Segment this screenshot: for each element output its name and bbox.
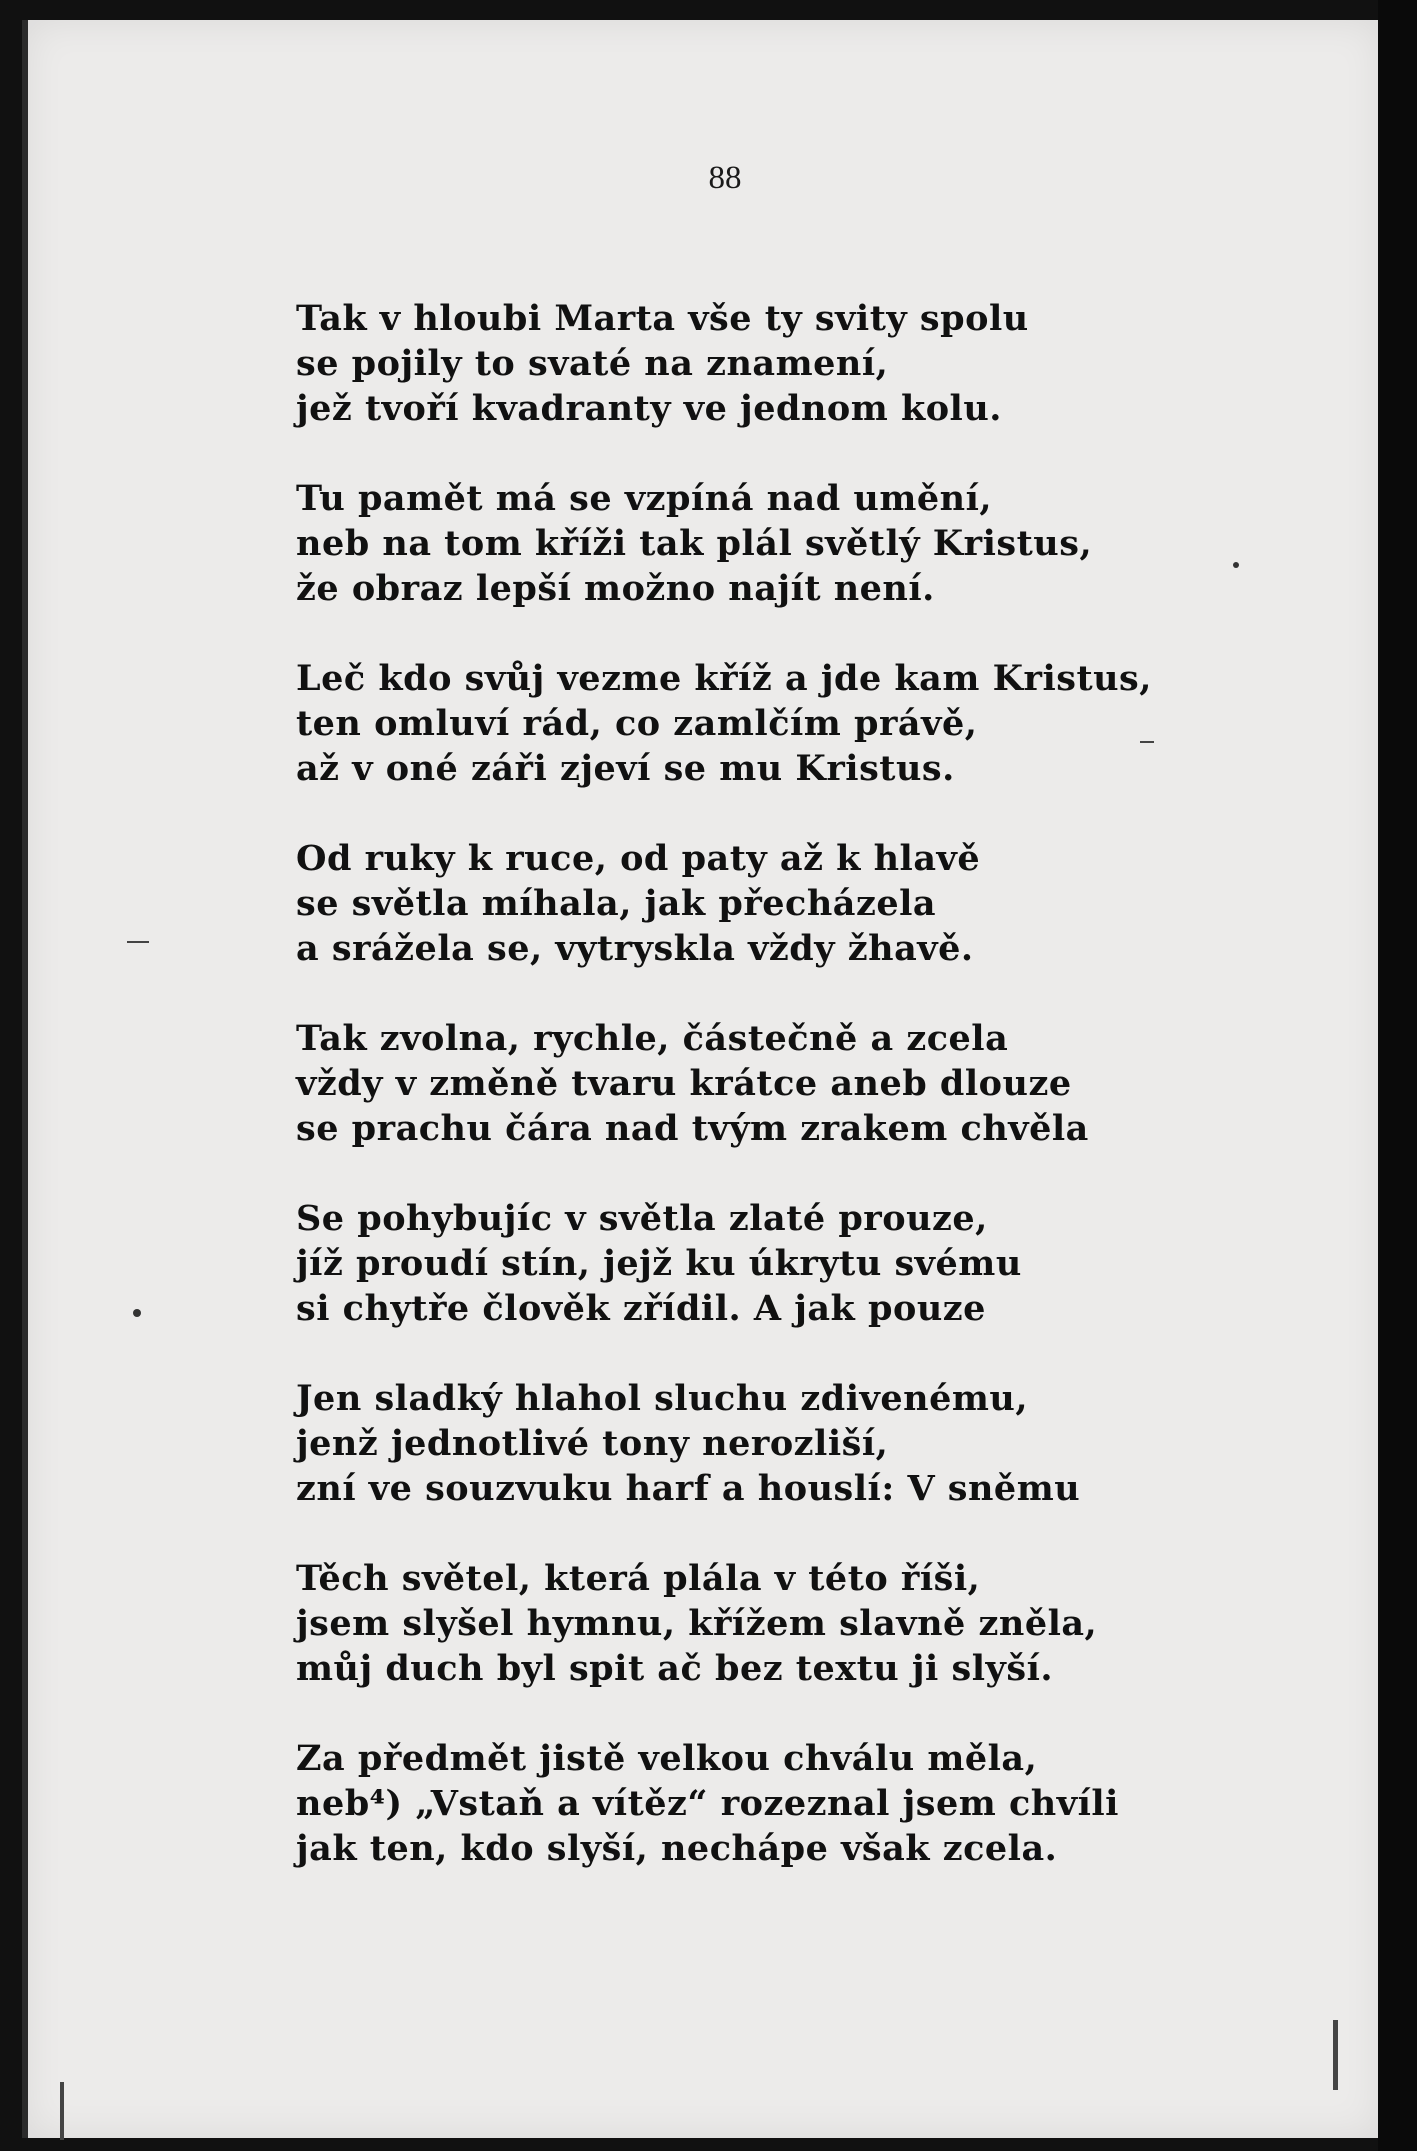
- verse-line: Od ruky k ruce, od paty až k hlavě: [296, 838, 981, 879]
- stanza: [296, 296, 1366, 431]
- stanza: [296, 1016, 1366, 1151]
- verse-line: jež tvoří kvadranty ve jednom kolu.: [296, 388, 1002, 429]
- verse-line: Těch světel, která plála v této říši,: [296, 1558, 981, 1599]
- verse-line: se světla míhala, jak přecházela: [296, 883, 937, 924]
- verse-line: neb na tom kříži tak plál světlý Kristus,: [296, 523, 1093, 564]
- verse-line: si chytře člověk zřídil. A jak pouze: [296, 1288, 986, 1329]
- verse-line: jsem slyšel hymnu, křížem slavně zněla,: [296, 1603, 1098, 1644]
- verse-line: jenž jednotlivé tony nerozliší,: [296, 1423, 889, 1464]
- stanza: [296, 1376, 1366, 1511]
- verse-line: Za předmět jistě velkou chválu měla,: [296, 1738, 1038, 1779]
- verse-line: zní ve souzvuku harf a houslí: V sněmu: [296, 1468, 1081, 1509]
- verse-line: jak ten, kdo slyší, nechápe však zcela.: [296, 1828, 1058, 1869]
- verse-line: neb⁴) „Vstaň a vítěz“ rozeznal jsem chvíli: [296, 1783, 1119, 1824]
- stanza: [296, 1556, 1366, 1691]
- stanza: [296, 656, 1366, 791]
- verse-line: se pojily to svaté na znamení,: [296, 343, 889, 384]
- verse-line: Tu pamět má se vzpíná nad umění,: [296, 478, 993, 519]
- ink-mark: [127, 941, 149, 943]
- verse-line: můj duch byl spit ač bez textu ji slyší.: [296, 1648, 1054, 1689]
- stanza: [296, 1736, 1366, 1871]
- verse-line: Leč kdo svůj vezme kříž a jde kam Kristus,: [296, 658, 1152, 699]
- ink-speck: [133, 1309, 141, 1317]
- stanza: [296, 476, 1366, 611]
- verse-line: Tak v hloubi Marta vše ty svity spolu: [296, 298, 1029, 339]
- verse-line: jíž proudí stín, jejž ku úkrytu svému: [296, 1243, 1022, 1284]
- verse-line: že obraz lepší možno najít není.: [296, 568, 935, 609]
- verse-line: Jen sladký hlahol sluchu zdivenému,: [296, 1378, 1029, 1419]
- ink-mark: [1333, 2020, 1338, 2090]
- page-right-edge: [1378, 0, 1417, 2151]
- verse-line: až v oné záři zjeví se mu Kristus.: [296, 748, 955, 789]
- stanza: [296, 836, 1366, 971]
- ink-mark: [60, 2082, 64, 2140]
- page-number: 88: [708, 160, 742, 196]
- verse-line: vždy v změně tvaru krátce aneb dlouze: [296, 1063, 1072, 1104]
- poem-text: [296, 296, 1366, 1916]
- verse-line: ten omluví rád, co zamlčím právě,: [296, 703, 978, 744]
- verse-line: Tak zvolna, rychle, částečně a zcela: [296, 1018, 1009, 1059]
- stanza: [296, 1196, 1366, 1331]
- page-left-edge: [22, 20, 28, 2138]
- verse-line: a srážela se, vytryskla vždy žhavě.: [296, 928, 974, 969]
- verse-line: Se pohybujíc v světla zlaté prouze,: [296, 1198, 988, 1239]
- verse-line: se prachu čára nad tvým zrakem chvěla: [296, 1108, 1089, 1149]
